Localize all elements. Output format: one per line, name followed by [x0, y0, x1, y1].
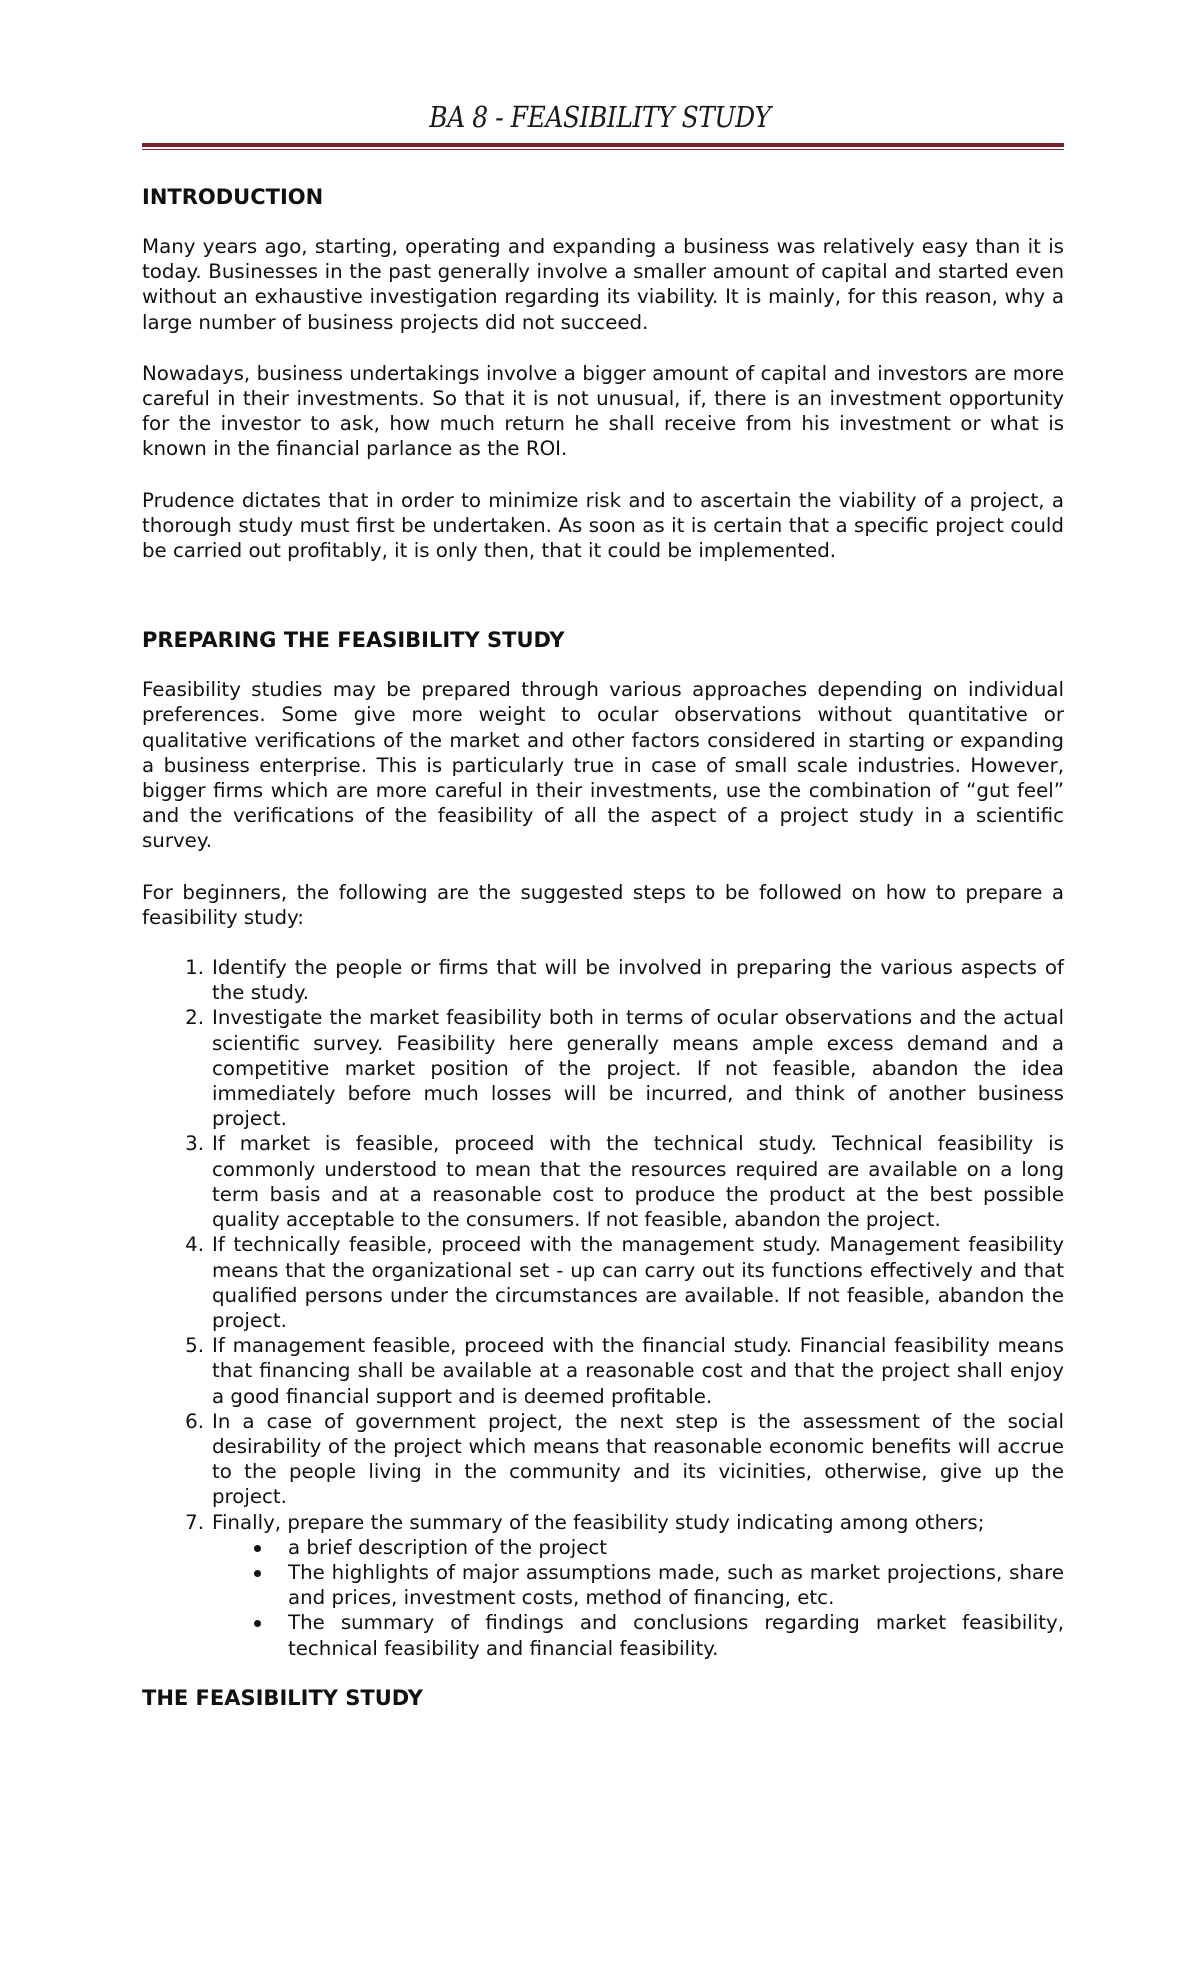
bullet-text: a brief description of the project — [288, 1535, 608, 1559]
step-number: 7. — [185, 1510, 204, 1534]
step-number: 5. — [185, 1334, 204, 1358]
paragraph: Prudence dictates that in order to minimize risk and to ascertain the viability of a project, a thorough study must first be undertaken. As soon as it is certain that a specific project could be carried out profitably, it is only then, that it could be implemented. — [142, 488, 1064, 563]
introduction-heading: INTRODUCTION — [142, 185, 324, 209]
step-text: If technically feasible, proceed with the management study. Management feasibility means that the organizational set - up can carry out its functions effectively and that qualified persons under the circumstances are available. If not feasible, abandon the project. — [212, 1233, 1064, 1332]
bullet-item — [288, 1610, 1064, 1660]
paragraph: For beginners, the following are the suggested steps to be followed on how to prepare a feasibility study: — [142, 880, 1064, 929]
bullet-icon — [254, 1545, 261, 1552]
step-number: 3. — [185, 1132, 204, 1156]
step-text: If market is feasible, proceed with the technical study. Technical feasibility is commonly understood to mean that the resources required are available on a long term basis and at a reasonable cost to produce the product at the best possible quality acceptable to the consumers. If not feasible, abandon the project. — [212, 1132, 1064, 1232]
bullet-text: The highlights of major assumptions made, such as market projections, share and prices, investment costs, method of financing, etc. — [288, 1560, 1064, 1610]
paragraph: Many years ago, starting, operating and expanding a business was relatively easy than it is today. Businesses in the past generally involve a smaller amount of capital and started even without an exhaustive investigation regarding its viability. It is mainly, for this reason, why a large number of business projects did not succeed. — [142, 235, 1064, 334]
step-text: If management feasible, proceed with the financial study. Financial feasibility means that financing shall be available at a reasonable cost and that the project shall enjoy a good financial support and is deemed profitable. — [212, 1334, 1064, 1408]
document-title: BA 8 - FEASIBILITY STUDY — [429, 100, 771, 134]
step-text: Identify the people or firms that will be involved in preparing the various aspects of the study. — [212, 956, 1064, 1005]
list-item — [185, 1131, 1064, 1232]
feasibility-study-heading: THE FEASIBILITY STUDY — [142, 1685, 423, 1710]
step-text: In a case of government project, the next step is the assessment of the social desirability of the project which means that reasonable economic benefits will accrue to the people living in the community and its vicinities, otherwise, give up the project. — [212, 1409, 1064, 1509]
bullet-icon — [254, 1570, 261, 1577]
step-text: Finally, prepare the summary of the feasibility study indicating among others; — [212, 1510, 985, 1534]
list-item — [185, 955, 1064, 1005]
step-number: 4. — [185, 1233, 204, 1257]
header-rule-thin — [142, 149, 1064, 150]
bullet-icon — [254, 1620, 261, 1627]
list-item — [185, 1232, 1064, 1333]
list-item — [185, 1409, 1064, 1510]
bullet-item — [288, 1560, 1064, 1610]
step-number: 1. — [185, 956, 204, 980]
bullet-item — [288, 1535, 1064, 1560]
list-item — [185, 1005, 1064, 1131]
summary-list — [212, 1535, 1064, 1661]
document-body — [142, 182, 1064, 1713]
step-text: Investigate the market feasibility both in terms of ocular observations and the actual scientific survey. Feasibility here generally means ample excess demand and a competitive market position of the project. If not feasible, abandon the idea immediately before much losses will be incurred, and think of another business project. — [212, 1006, 1064, 1131]
paragraph: Feasibility studies may be prepared through various approaches depending on individual preferences. Some give more weight to ocular observations without quantitative or qualitative verifications of the market and other factors considered in starting or expanding a business enterprise. This is particularly true in case of small scale industries. However, bigger firms which are more careful in their investments, use the combination of “gut feel” and the verifications of the feasibility of all the aspect of a project study in a scientific survey. — [142, 678, 1064, 853]
step-number: 2. — [185, 1006, 204, 1030]
preparing-heading: PREPARING THE FEASIBILITY STUDY — [142, 628, 565, 653]
list-item — [185, 1333, 1064, 1409]
header-rule — [142, 143, 1064, 147]
list-item — [185, 1510, 1064, 1661]
steps-list — [142, 955, 1064, 1661]
bullet-text: The summary of findings and conclusions regarding market feasibility, technical feasibility and financial feasibility. — [288, 1611, 1064, 1660]
paragraph: Nowadays, business undertakings involve a bigger amount of capital and investors are more careful in their investments. So that it is not unusual, if, there is an investment opportunity for the investor to ask, how much return he shall receive from his investment or what is known in the financial parlance as the ROI. — [142, 361, 1064, 461]
step-number: 6. — [185, 1409, 204, 1433]
